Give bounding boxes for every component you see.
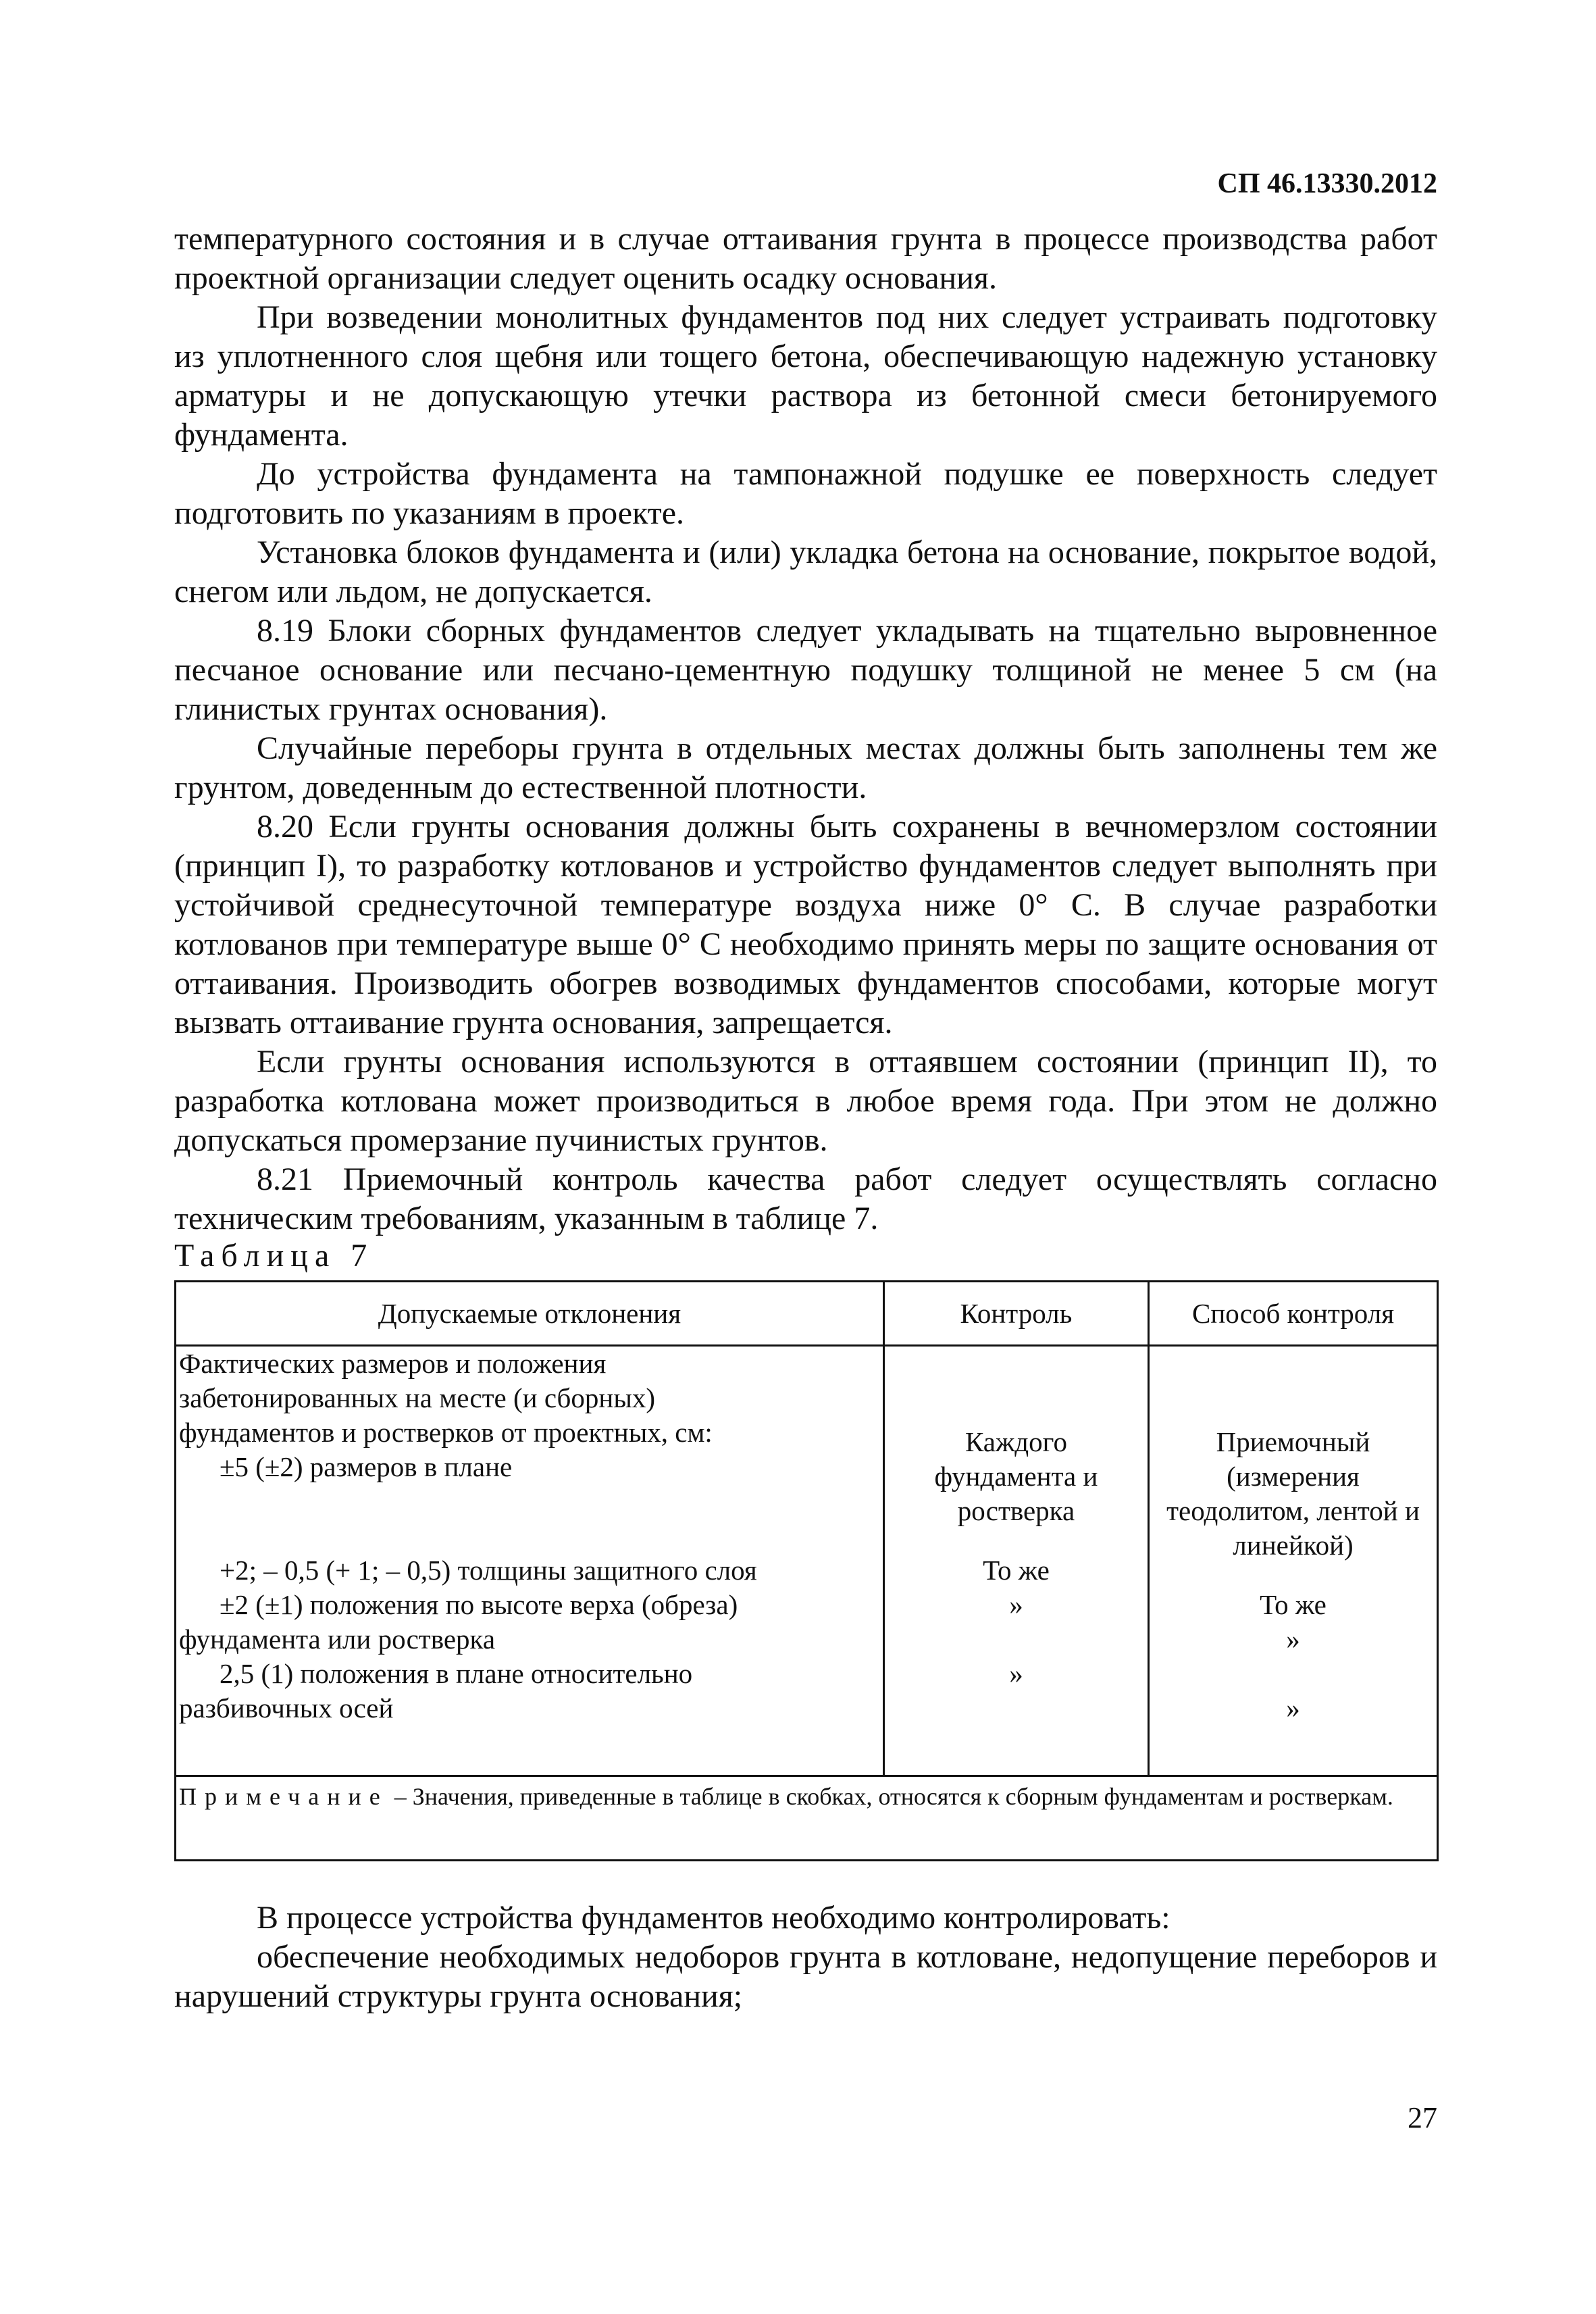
paragraph: Случайные переборы грунта в отдельных местах должны быть заполнены тем же грунтом, доведенным до естественной плотности. <box>174 730 1437 805</box>
document-code: СП 46.13330.2012 <box>1217 168 1437 199</box>
paragraph: Установка блоков фундамента и (или) укладка бетона на основание, покрытое водой, снегом или льдом, не допускается. <box>174 534 1437 609</box>
page-number: 27 <box>1408 2101 1437 2134</box>
paragraph: Если грунты основания используются в оттаявшем состоянии (принцип II), то разработка котлована может производиться в любое время года. При этом не должно допускаться промерзание пучинистых грунтов. <box>174 1044 1437 1158</box>
note-text: – Значения, приведенные в таблице в скобках, относятся к сборным фундаментам и ростверкам. <box>394 1783 1393 1810</box>
method-value: То же <box>1260 1589 1327 1620</box>
table-row <box>176 1346 1438 1776</box>
deviation-intro-line: Фактических размеров и положения <box>179 1348 607 1379</box>
method-main: Приемочный (измерения теодолитом, лентой и линейкой) <box>1166 1426 1420 1561</box>
paragraph: До устройства фундамента на тампонажной подушке ее поверхность следует подготовить по указаниям в проекте. <box>174 456 1437 531</box>
paragraph: 8.21 Приемочный контроль качества работ следует осуществлять согласно техническим требованиям, указанным в таблице 7. <box>174 1161 1437 1236</box>
control-value: То же <box>983 1555 1050 1586</box>
method-cell <box>1149 1346 1438 1776</box>
control-value: » <box>1009 1589 1023 1620</box>
note-label: Примечание <box>179 1783 388 1810</box>
table-caption: Таблица 7 <box>174 1238 374 1274</box>
paragraph: В процессе устройства фундаментов необходимо контролировать: <box>257 1900 1170 1936</box>
header-control: Контроль <box>883 1282 1148 1346</box>
deviation-intro-line: фундаментов и ростверков от проектных, см: <box>179 1417 713 1448</box>
table-note <box>176 1776 1438 1861</box>
deviation-item: ±5 (±2) размеров в плане <box>220 1451 513 1482</box>
paragraph: При возведении монолитных фундаментов под них следует устраивать подготовку из уплотненного слоя щебня или тощего бетона, обеспечивающую надежную установку арматуры и не допускающую утечки раствора из бетонной смеси бетонируемого фундамента. <box>174 299 1437 453</box>
method-value: » <box>1286 1624 1300 1655</box>
control-cell <box>883 1346 1148 1776</box>
deviation-intro-line: забетонированных на месте (и сборных) <box>179 1382 656 1413</box>
deviation-item: +2; – 0,5 (+ 1; – 0,5) толщины защитного слоя <box>220 1555 757 1586</box>
table-header-row <box>176 1282 1438 1346</box>
paragraph: обеспечение необходимых недоборов грунта в котловане, недопущение переборов и нарушений структуры грунта основания; <box>174 1939 1437 2014</box>
paragraph: 8.20 Если грунты основания должны быть сохранены в вечномерзлом состоянии (принцип I), то разработку котлованов и устройство фундаментов следует выполнять при устойчивой среднесуточной температуре воздуха ниже 0° С. В случае разработки котлованов при температуре выше 0° С необходимо принять меры по защите основания от оттаивания. Производить обогрев возводимых фундаментов способами, которые могут вызвать оттаивание грунта основания, запрещается. <box>174 809 1437 1040</box>
header-deviations: Допускаемые отклонения <box>176 1282 884 1346</box>
header-method: Способ контроля <box>1149 1282 1438 1346</box>
body-text <box>174 220 1437 1238</box>
deviation-item-continued: разбивочных осей <box>179 1692 394 1724</box>
after-table-text <box>174 1898 1437 2016</box>
method-value: » <box>1286 1692 1300 1724</box>
control-main: Каждого фундамента и ростверка <box>934 1426 1098 1526</box>
control-value: » <box>1009 1658 1023 1689</box>
paragraph: температурного состояния и в случае оттаивания грунта в процессе производства работ проектной организации следует оценить осадку основания. <box>174 221 1437 296</box>
deviation-item-continued: фундамента или ростверка <box>179 1624 496 1655</box>
deviation-cell <box>176 1346 884 1776</box>
deviation-table <box>174 1280 1439 1861</box>
deviation-item: ±2 (±1) положения по высоте верха (обреза) <box>220 1589 738 1620</box>
deviation-item: 2,5 (1) положения в плане относительно <box>220 1658 693 1689</box>
paragraph: 8.19 Блоки сборных фундаментов следует укладывать на тщательно выровненное песчаное основание или песчано-цементную подушку толщиной не менее 5 см (на глинистых грунтах основания). <box>174 613 1437 727</box>
table-note-row <box>176 1776 1438 1861</box>
